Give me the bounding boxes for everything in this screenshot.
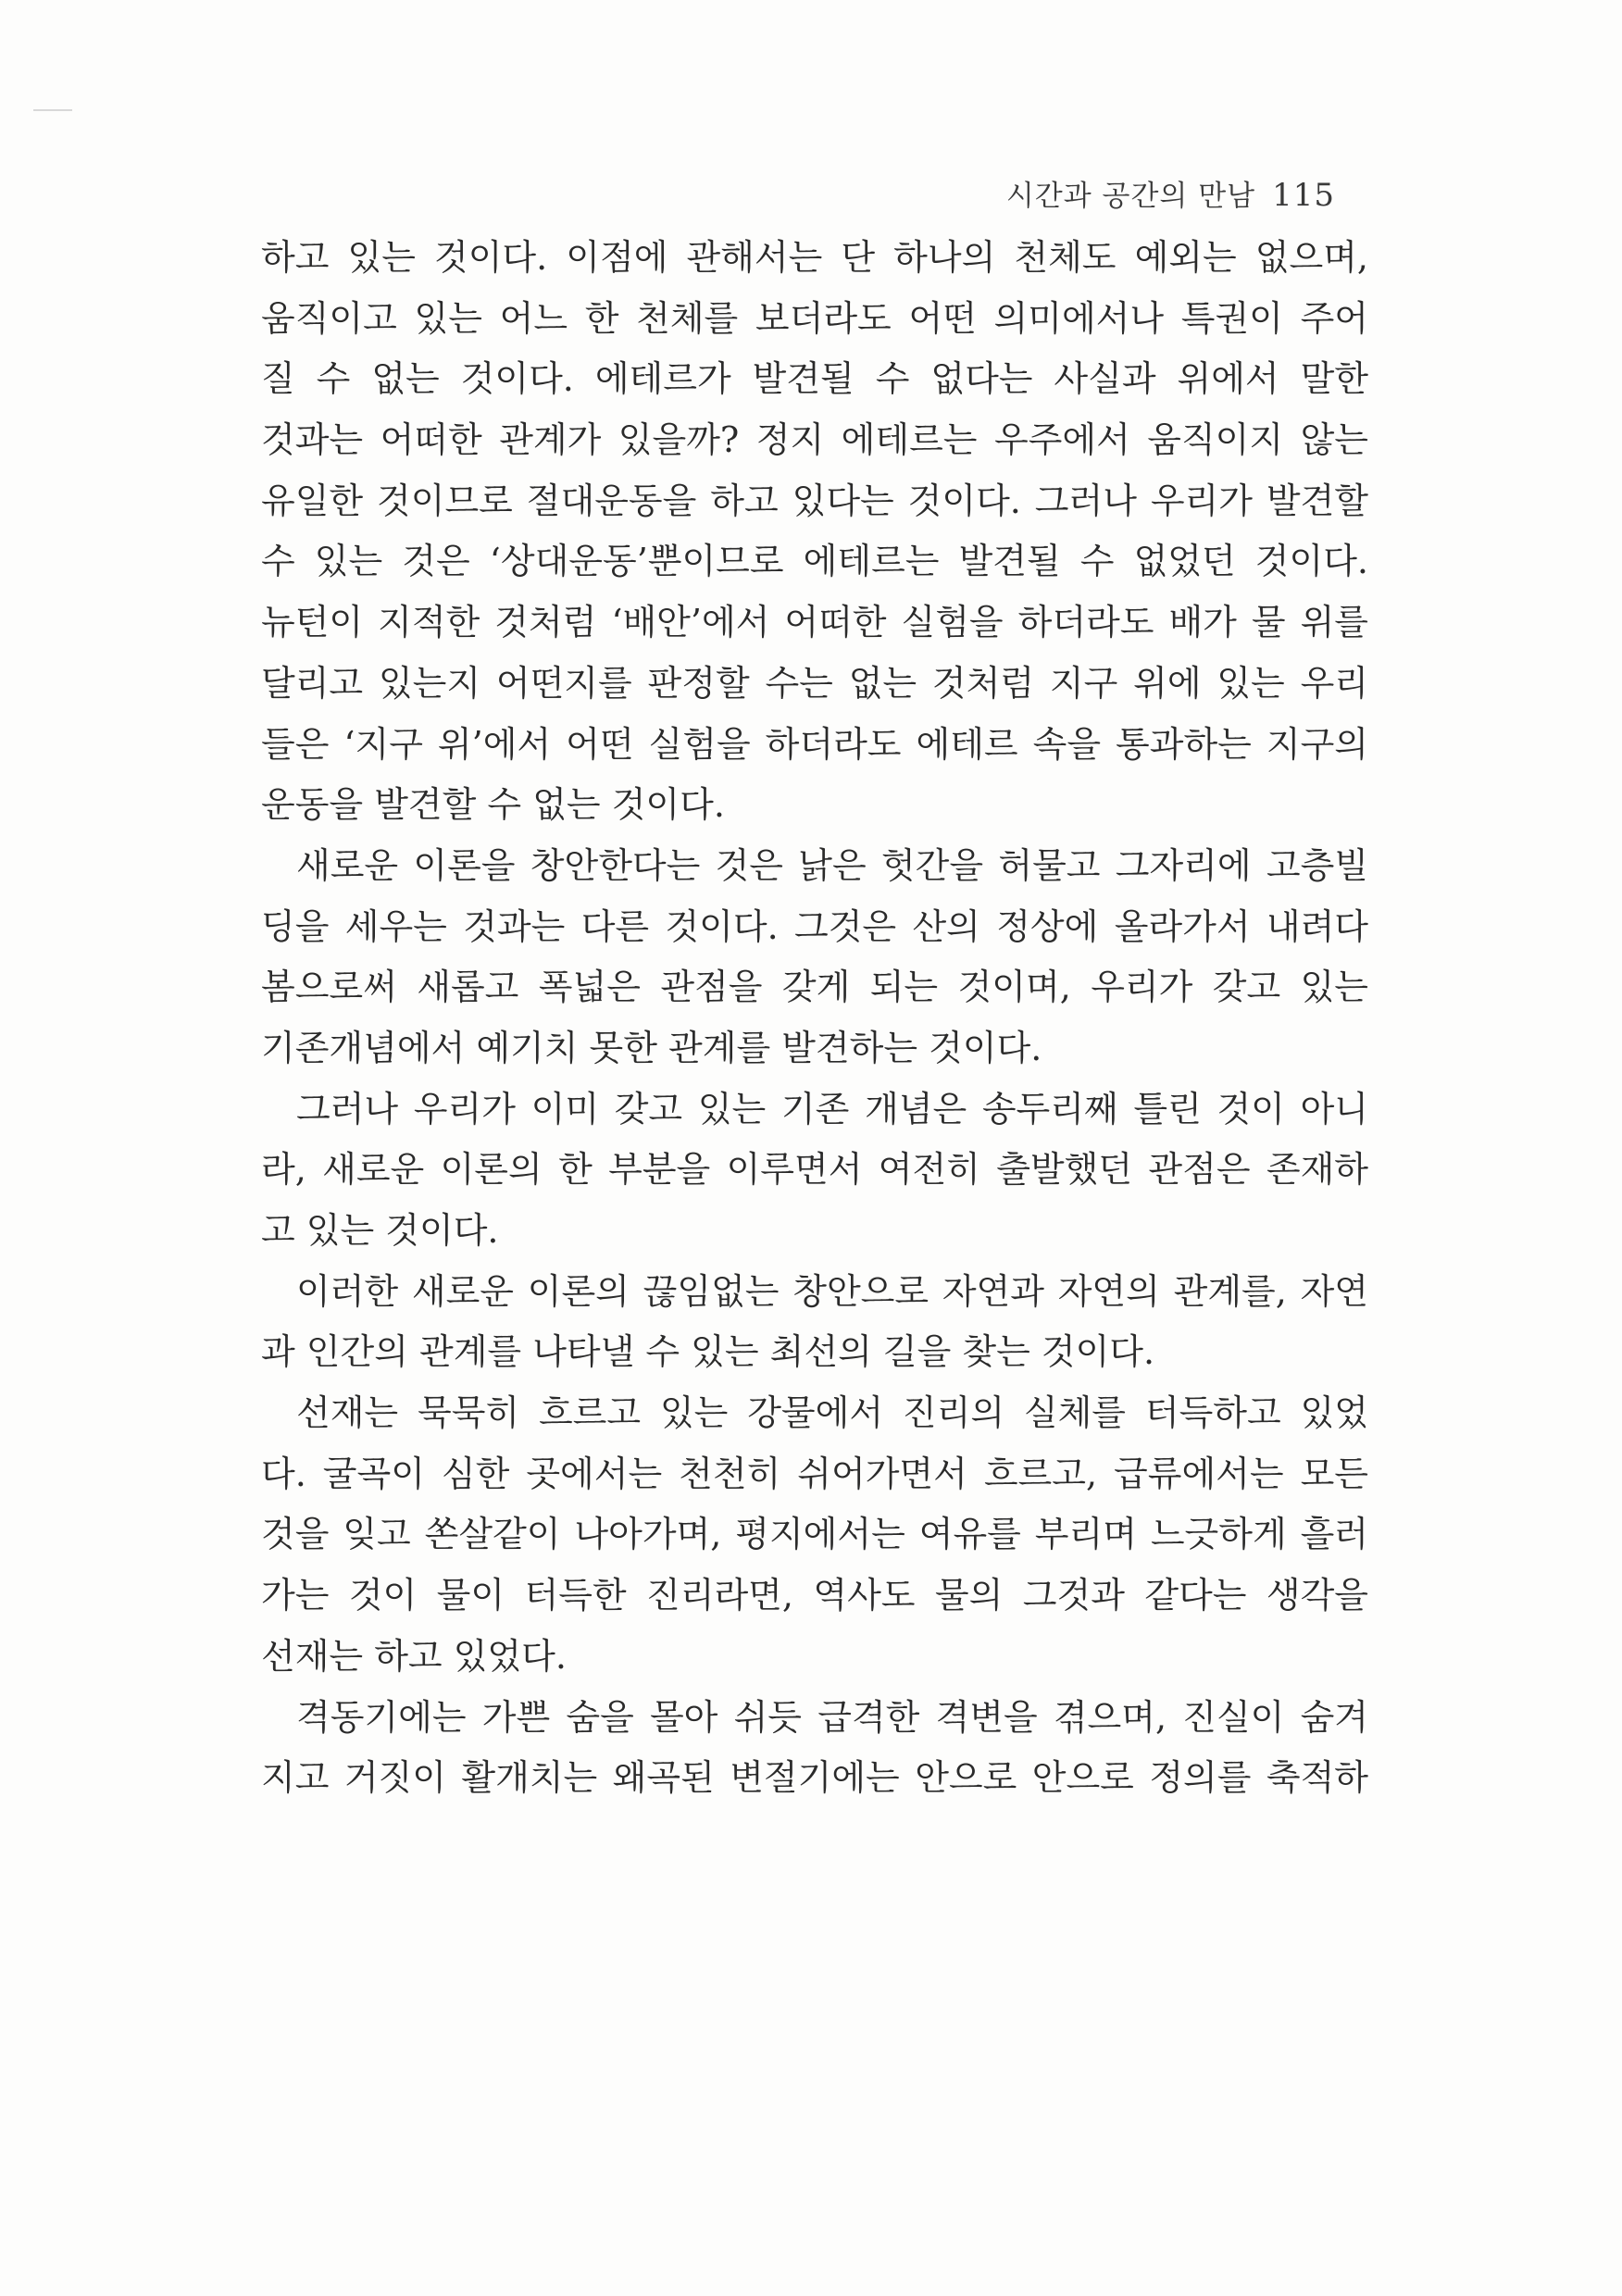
text-line: 하고 있는 것이다. 이점에 관해서는 단 하나의 천체도 예외는 없으며,	[261, 237, 1368, 278]
page-number: 115	[1272, 177, 1335, 214]
text-line: 선재는 하고 있었다.	[261, 1635, 567, 1677]
text-line: 새로운 이론을 창안한다는 것은 낡은 헛간을 허물고 그자리에 고층빌	[296, 844, 1368, 886]
text-line: 다. 굴곡이 심한 곳에서는 천천히 쉬어가면서 흐르고, 급류에서는 모든	[261, 1453, 1368, 1494]
body-text	[261, 228, 1368, 1809]
text-line: 지고 거짓이 활개치는 왜곡된 변절기에는 안으로 안으로 정의를 축적하	[261, 1757, 1368, 1799]
text-line: 이러한 새로운 이론의 끊임없는 창안으로 자연과 자연의 관계를, 자연	[296, 1270, 1368, 1312]
running-header	[1006, 172, 1335, 214]
text-line: 기존개념에서 예기치 못한 관계를 발견하는 것이다.	[261, 1027, 1042, 1068]
text-line: 달리고 있는지 어떤지를 판정할 수는 없는 것처럼 지구 위에 있는 우리	[261, 662, 1368, 704]
text-line: 운동을 발견할 수 없는 것이다.	[261, 784, 725, 826]
text-line: 뉴턴이 지적한 것처럼 ‘배안’에서 어떠한 실험을 하더라도 배가 물 위를	[261, 602, 1368, 643]
text-line: 움직이고 있는 어느 한 천체를 보더라도 어떤 의미에서나 특권이 주어	[261, 297, 1368, 339]
text-line: 봄으로써 새롭고 폭넓은 관점을 갖게 되는 것이며, 우리가 갖고 있는	[261, 967, 1368, 1008]
scan-edge-mark	[33, 109, 72, 111]
text-line: 것과는 어떠한 관계가 있을까? 정지 에테르는 우주에서 움직이지 않는	[261, 419, 1368, 461]
text-line: 라, 새로운 이론의 한 부분을 이루면서 여전히 출발했던 관점은 존재하	[261, 1149, 1368, 1191]
text-line: 가는 것이 물이 터득한 진리라면, 역사도 물의 그것과 같다는 생각을	[261, 1575, 1368, 1616]
text-line: 딩을 세우는 것과는 다른 것이다. 그것은 산의 정상에 올라가서 내려다	[261, 905, 1368, 947]
text-line: 선재는 묵묵히 흐르고 있는 강물에서 진리의 실체를 터득하고 있었	[296, 1392, 1368, 1434]
text-line: 것을 잊고 쏜살같이 나아가며, 평지에서는 여유를 부리며 느긋하게 흘러	[261, 1514, 1368, 1555]
text-line: 그러나 우리가 이미 갖고 있는 기존 개념은 송두리째 틀린 것이 아니	[296, 1088, 1368, 1129]
text-line: 수 있는 것은 ‘상대운동’뿐이므로 에테르는 발견될 수 없었던 것이다.	[261, 541, 1368, 582]
text-line: 격동기에는 가쁜 숨을 몰아 쉬듯 급격한 격변을 겪으며, 진실이 숨겨	[296, 1696, 1368, 1738]
text-line: 과 인간의 관계를 나타낼 수 있는 최선의 길을 찾는 것이다.	[261, 1331, 1155, 1373]
chapter-title: 시간과 공간의 만남	[1005, 180, 1256, 213]
text-line: 들은 ‘지구 위’에서 어떤 실험을 하더라도 에테르 속을 통과하는 지구의	[261, 723, 1368, 765]
text-line: 유일한 것이므로 절대운동을 하고 있다는 것이다. 그러나 우리가 발견할	[261, 480, 1368, 521]
text-line: 고 있는 것이다.	[261, 1210, 499, 1251]
text-line: 질 수 없는 것이다. 에테르가 발견될 수 없다는 사실과 위에서 말한	[261, 358, 1368, 400]
